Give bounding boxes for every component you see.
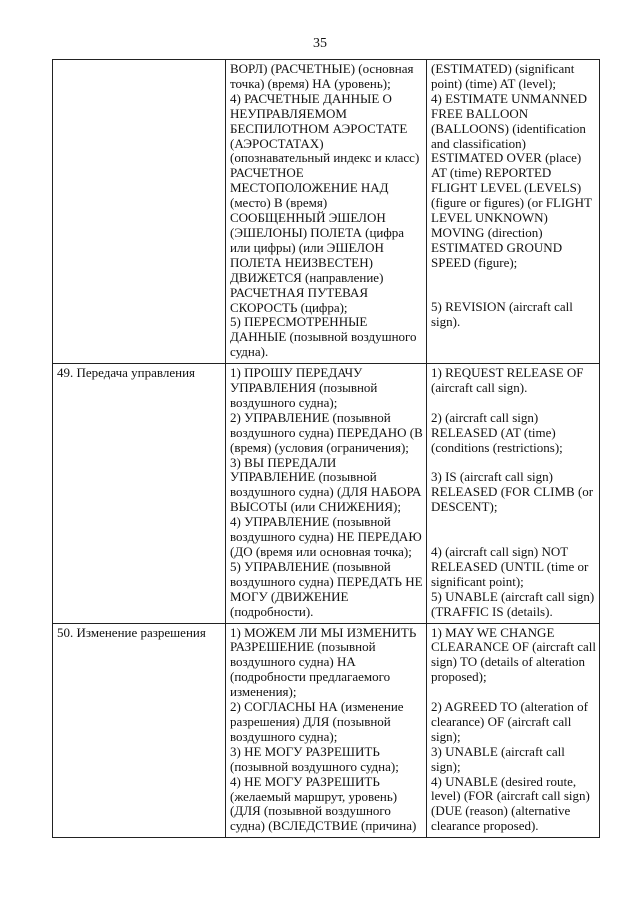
- russian-phrase: 4) УПРАВЛЕНИЕ (позывной воздушного судна) НЕ ПЕРЕДАЮ (ДО (время или основная точка);: [230, 514, 422, 559]
- russian-phrase: 5) ПЕРЕСМОТРЕННЫЕ ДАННЫЕ (позывной воздушного судна).: [230, 314, 417, 360]
- english-phrase: 1) REQUEST RELEASE OF (aircraft call sign).: [431, 365, 584, 396]
- english-phrase-cell: [427, 623, 600, 838]
- english-phrase: 5) UNABLE (aircraft call sign) (TRAFFIC IS (details).: [431, 588, 595, 619]
- english-phrase: [431, 685, 596, 700]
- table-row: [53, 60, 600, 364]
- english-phrase: [431, 515, 596, 530]
- english-phrase: 1) MAY WE CHANGE CLEARANCE OF (aircraft call sign) TO (details of alteration proposed);: [431, 624, 596, 685]
- topic-cell: 50. Изменение разрешения: [53, 623, 226, 838]
- table-body: [53, 60, 600, 838]
- russian-phrase: 5) УПРАВЛЕНИЕ (позывной воздушного судна) ПЕРЕДАТЬ НЕ МОГУ (ДВИЖЕНИЕ (подробности).: [230, 558, 423, 619]
- russian-phrase: 3) ВЫ ПЕРЕДАЛИ УПРАВЛЕНИЕ (позывной воздушного судна) (ДЛЯ НАБОРА ВЫСОТЫ (или СНИЖЕНИЯ);: [230, 454, 422, 515]
- russian-phrase-cell: [226, 364, 427, 623]
- russian-phrase-cell: [226, 60, 427, 364]
- english-phrase: 4) (aircraft call sign) NOT RELEASED (UNTIL (time or significant point);: [431, 543, 589, 589]
- english-phrase: (ESTIMATED) (significant point) (time) AT (level);: [431, 61, 575, 91]
- table-row: [53, 623, 600, 838]
- topic-cell: 49. Передача управления: [53, 364, 226, 623]
- english-phrase: [431, 456, 596, 471]
- phraseology-table: [52, 59, 600, 838]
- russian-phrase: 2) УПРАВЛЕНИЕ (позывной воздушного судна) ПЕРЕДАНО (В (время) (условия (ограничения);: [230, 409, 423, 455]
- english-phrase: 4) UNABLE (desired route, level) (FOR (aircraft call sign) (DUE (reason) (alternative clearance proposed).: [431, 773, 590, 834]
- english-phrase: 4) ESTIMATE UNMANNED FREE BALLOON (BALLOONS) (identification and classification) ESTIMATED OVER (place) AT (time) REPORTED FLIGHT LEVEL (LEVELS) (figure or figures) (or FLIGHT LEVEL UNKNOWN) MOVING (direction) ESTIMATED GROUND SPEED (figure);: [431, 90, 592, 270]
- english-phrase: [431, 396, 596, 411]
- english-phrase-cell: [427, 60, 600, 364]
- english-phrase: 3) IS (aircraft call sign) RELEASED (FOR CLIMB (or DESCENT);: [431, 469, 594, 515]
- topic-cell: [53, 60, 226, 364]
- russian-phrase: ВОРЛ) (РАСЧЕТНЫЕ) (основная точка) (время) НА (уровень);: [230, 61, 414, 91]
- russian-phrase: 2) СОГЛАСНЫ НА (изменение разрешения) ДЛЯ (позывной воздушного судна);: [230, 699, 404, 744]
- russian-phrase: 1) МОЖЕМ ЛИ МЫ ИЗМЕНИТЬ РАЗРЕШЕНИЕ (позывной воздушного судна) НА (подробности предлагаемого изменения);: [230, 624, 417, 700]
- russian-phrase: 3) НЕ МОГУ РАЗРЕШИТЬ (позывной воздушного судна);: [230, 743, 399, 774]
- english-phrase-cell: [427, 364, 600, 623]
- english-phrase: 2) AGREED TO (alteration of clearance) OF (aircraft call sign);: [431, 699, 588, 744]
- english-phrase: [431, 530, 596, 545]
- english-phrase: 5) REVISION (aircraft call sign).: [431, 299, 573, 330]
- english-phrase: [431, 271, 596, 286]
- english-phrase: [431, 286, 596, 301]
- russian-phrase: 4) РАСЧЕТНЫЕ ДАННЫЕ О НЕУПРАВЛЯЕМОМ БЕСПИЛОТНОМ АЭРОСТАТЕ (АЭРОСТАТАХ) (опознавательный индекс и класс) РАСЧЕТНОЕ МЕСТОПОЛОЖЕНИЕ НАД (место) В (время) СООБЩЕННЫЙ ЭШЕЛОН (ЭШЕЛОНЫ) ПОЛЕТА (цифра или цифры) (или ЭШЕЛОН ПОЛЕТА НЕИЗВЕСТЕН) ДВИЖЕТСЯ (направление) РАСЧЕТНАЯ ПУТЕВАЯ СКОРОСТЬ (цифра);: [230, 90, 420, 315]
- page-number: 35: [313, 36, 327, 51]
- table-row: [53, 364, 600, 623]
- russian-phrase: 4) НЕ МОГУ РАЗРЕШИТЬ (желаемый маршрут, уровень) (ДЛЯ (позывной воздушного судна) (ВСЛЕДСТВИЕ (причина): [230, 773, 417, 834]
- english-phrase: 3) UNABLE (aircraft call sign);: [431, 743, 565, 774]
- russian-phrase: 1) ПРОШУ ПЕРЕДАЧУ УПРАВЛЕНИЯ (позывной воздушного судна);: [230, 365, 378, 410]
- english-phrase: 2) (aircraft call sign) RELEASED (AT (time) (conditions (restrictions);: [431, 409, 563, 455]
- russian-phrase-cell: [226, 623, 427, 838]
